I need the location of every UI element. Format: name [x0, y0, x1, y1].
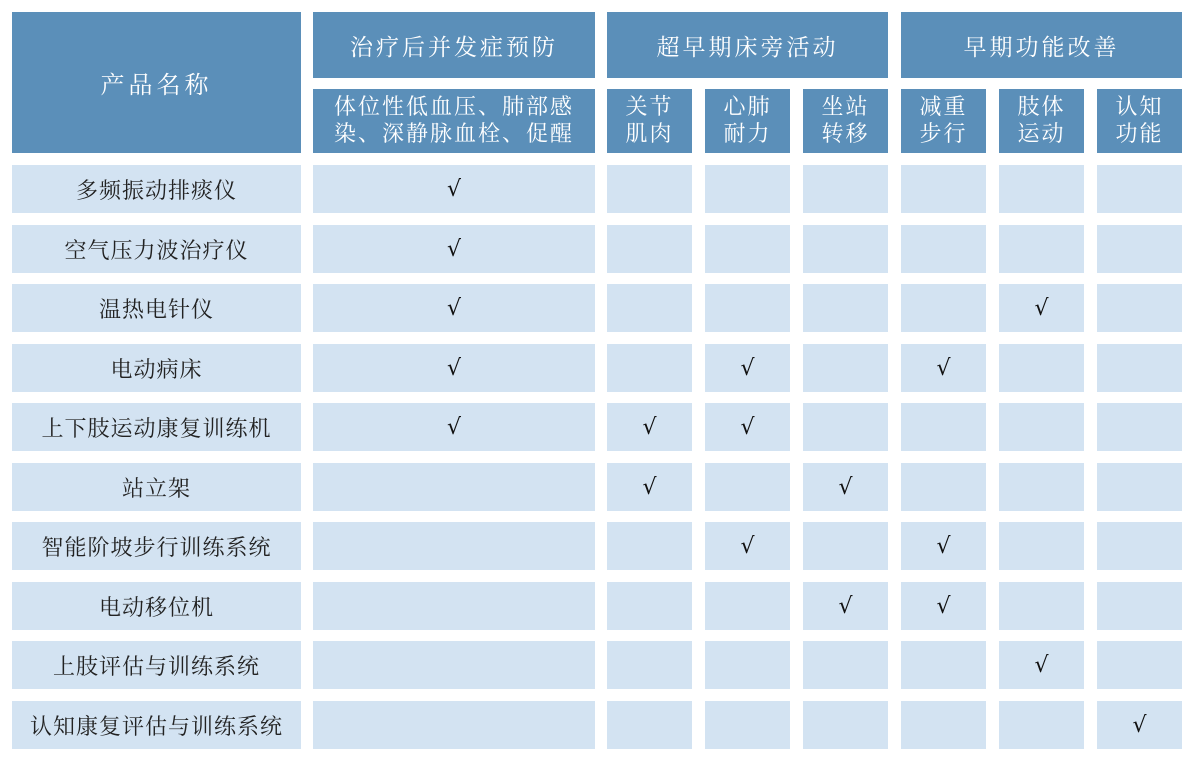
product-name-cell: 空气压力波治疗仪: [12, 225, 301, 273]
check-mark-icon: √: [740, 414, 755, 440]
table-cell: [705, 522, 790, 570]
table-cell: [1097, 463, 1182, 511]
check-mark-icon: √: [740, 533, 755, 559]
check-mark-icon: √: [936, 593, 951, 619]
table-cell: [313, 701, 595, 749]
table-cell: [705, 403, 790, 451]
table-cell: [803, 463, 888, 511]
table-cell: [901, 463, 986, 511]
table-cell: [901, 225, 986, 273]
table-cell: [705, 165, 790, 213]
table-cell: [607, 522, 692, 570]
group-header: 早期功能改善: [901, 12, 1182, 78]
table-cell: [607, 701, 692, 749]
column-header-cognition: 认知 功能: [1097, 89, 1182, 153]
check-mark-icon: √: [446, 355, 462, 381]
check-mark-icon: √: [446, 414, 462, 440]
check-mark-icon: √: [936, 355, 951, 381]
table-cell: [999, 403, 1084, 451]
table-cell: [803, 641, 888, 689]
table-cell: [313, 225, 595, 273]
check-mark-icon: √: [740, 355, 755, 381]
table-cell: [803, 403, 888, 451]
product-name-header: 产品名称: [12, 12, 301, 153]
table-cell: [705, 463, 790, 511]
check-mark-icon: √: [1034, 295, 1049, 321]
table-cell: [705, 284, 790, 332]
table-cell: [803, 582, 888, 630]
table-cell: [705, 582, 790, 630]
table-cell: [901, 403, 986, 451]
table-cell: [1097, 165, 1182, 213]
table-cell: [313, 522, 595, 570]
table-cell: [901, 701, 986, 749]
product-name-cell: 温热电针仪: [12, 284, 301, 332]
table-cell: [705, 225, 790, 273]
table-cell: [999, 165, 1084, 213]
table-cell: [999, 701, 1084, 749]
table-cell: [803, 225, 888, 273]
check-mark-icon: √: [446, 295, 462, 321]
column-header-complications: 体位性低血压、肺部感 染、深静脉血栓、促醒: [313, 89, 595, 153]
table-cell: [999, 582, 1084, 630]
table-cell: [999, 344, 1084, 392]
table-cell: [803, 522, 888, 570]
check-mark-icon: √: [446, 176, 462, 202]
product-name-cell: 上肢评估与训练系统: [12, 641, 301, 689]
column-header-walking: 减重 步行: [901, 89, 986, 153]
product-name-cell: 电动病床: [12, 344, 301, 392]
table-cell: [607, 582, 692, 630]
product-name-cell: 多频振动排痰仪: [12, 165, 301, 213]
table-cell: [313, 403, 595, 451]
table-cell: [607, 344, 692, 392]
table-cell: [705, 641, 790, 689]
table-cell: [999, 641, 1084, 689]
table-cell: [999, 225, 1084, 273]
table-cell: [1097, 344, 1182, 392]
table-cell: [313, 284, 595, 332]
check-mark-icon: √: [838, 474, 853, 500]
table-cell: [607, 463, 692, 511]
table-cell: [705, 701, 790, 749]
table-cell: [607, 641, 692, 689]
product-name-cell: 认知康复评估与训练系统: [12, 701, 301, 749]
table-cell: [901, 284, 986, 332]
column-header-transfer: 坐站 转移: [803, 89, 888, 153]
table-cell: [313, 641, 595, 689]
table-cell: [607, 225, 692, 273]
check-mark-icon: √: [936, 533, 951, 559]
table-cell: [803, 701, 888, 749]
product-name-cell: 站立架: [12, 463, 301, 511]
product-name-cell: 上下肢运动康复训练机: [12, 403, 301, 451]
table-cell: [607, 165, 692, 213]
table-cell: [313, 165, 595, 213]
table-cell: [607, 403, 692, 451]
table-cell: [313, 344, 595, 392]
table-cell: [901, 344, 986, 392]
table-cell: [1097, 701, 1182, 749]
table-cell: [901, 582, 986, 630]
table-cell: [1097, 284, 1182, 332]
check-mark-icon: √: [642, 414, 657, 440]
column-header-limb: 肢体 运动: [999, 89, 1084, 153]
check-mark-icon: √: [1132, 712, 1147, 738]
table-cell: [999, 522, 1084, 570]
product-name-cell: 智能阶坡步行训练系统: [12, 522, 301, 570]
group-header: 超早期床旁活动: [607, 12, 888, 78]
table-cell: [803, 344, 888, 392]
column-header-cardio: 心肺 耐力: [705, 89, 790, 153]
group-header: 治疗后并发症预防: [313, 12, 595, 78]
check-mark-icon: √: [838, 593, 853, 619]
table-cell: [901, 522, 986, 570]
table-cell: [1097, 225, 1182, 273]
table-cell: [803, 284, 888, 332]
check-mark-icon: √: [446, 236, 462, 262]
table-cell: [705, 344, 790, 392]
product-name-cell: 电动移位机: [12, 582, 301, 630]
table-cell: [803, 165, 888, 213]
column-header-muscle: 关节 肌肉: [607, 89, 692, 153]
table-cell: [607, 284, 692, 332]
table-cell: [313, 463, 595, 511]
table-cell: [901, 641, 986, 689]
table-cell: [1097, 582, 1182, 630]
table-cell: [1097, 522, 1182, 570]
check-mark-icon: √: [1034, 652, 1049, 678]
table-cell: [1097, 403, 1182, 451]
table-cell: [313, 582, 595, 630]
check-mark-icon: √: [642, 474, 657, 500]
table-cell: [999, 463, 1084, 511]
table-cell: [999, 284, 1084, 332]
table-cell: [901, 165, 986, 213]
table-cell: [1097, 641, 1182, 689]
